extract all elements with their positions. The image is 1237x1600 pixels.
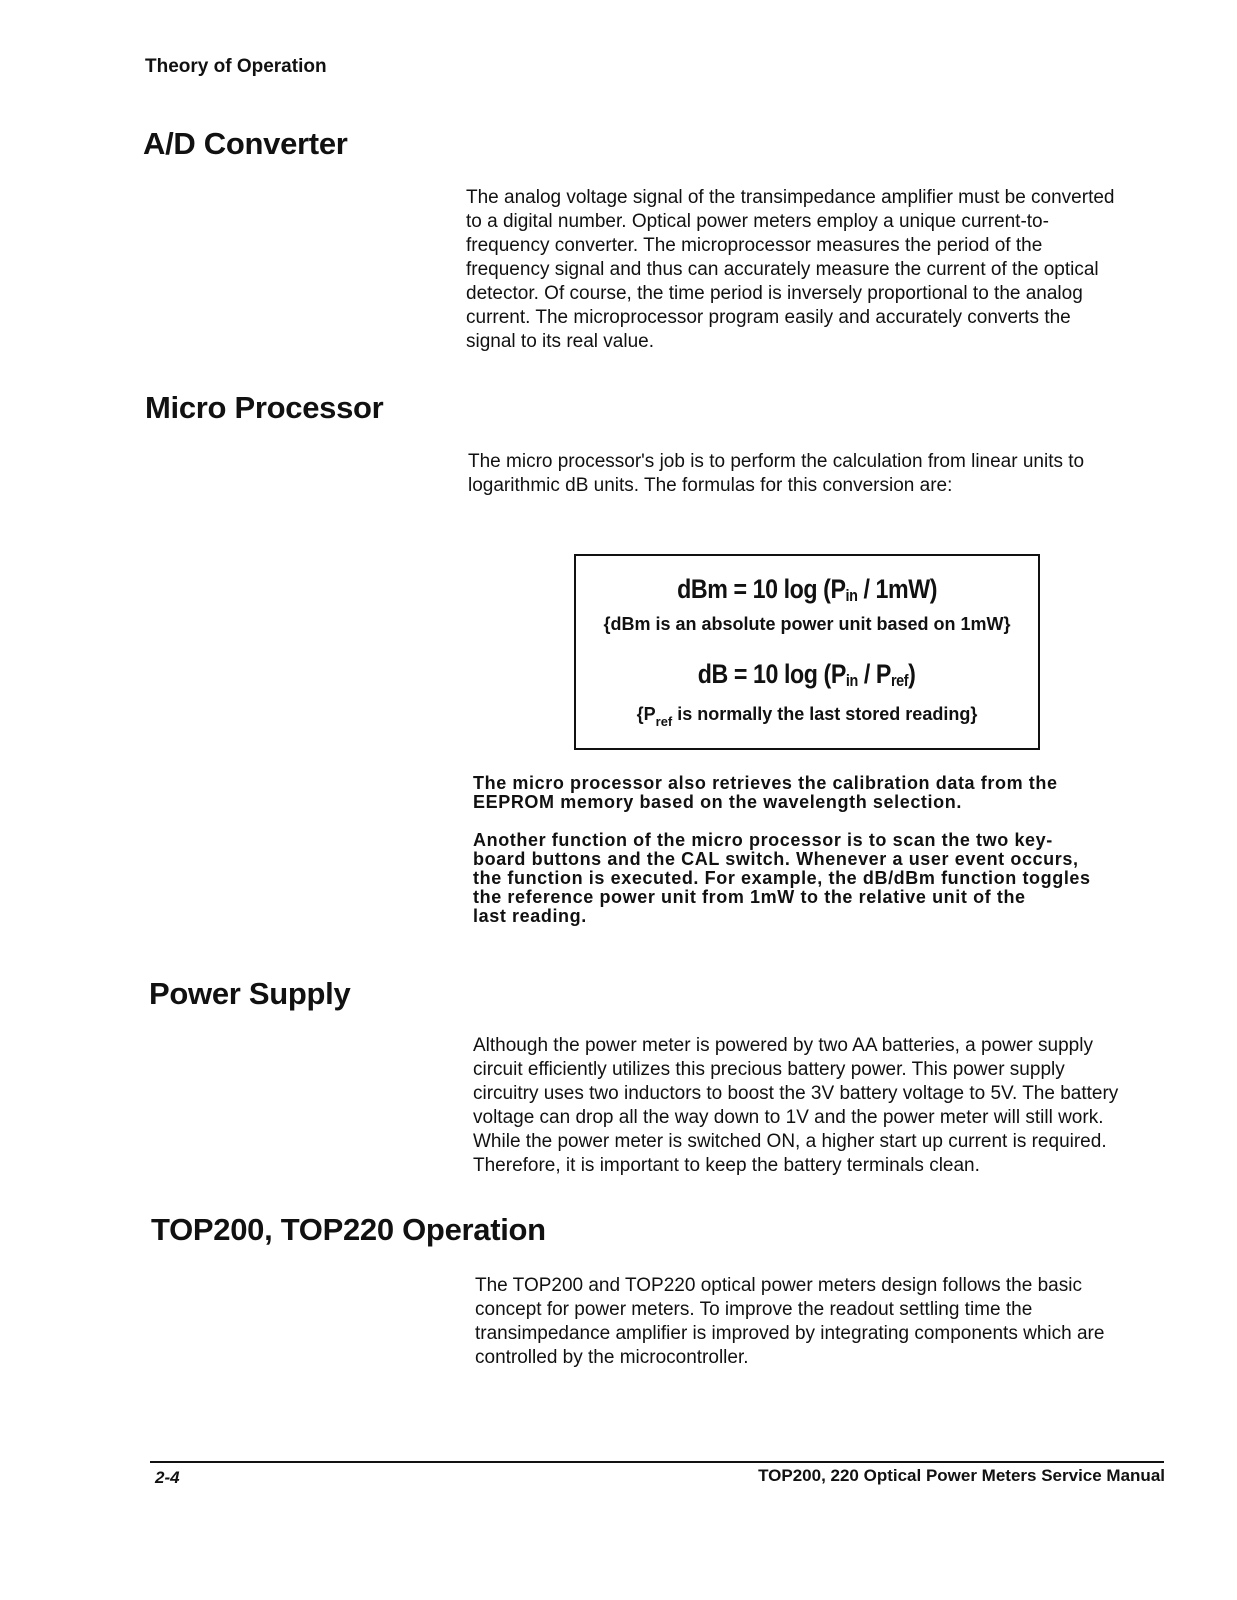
power-supply-paragraph xyxy=(473,1034,1118,1178)
text-line: circuit efficiently utilizes this precious battery power. This power supply xyxy=(473,1059,1065,1080)
text-line: circuitry uses two inductors to boost the 3V battery voltage to 5V. The battery xyxy=(473,1083,1119,1104)
ad-converter-paragraph xyxy=(466,186,1115,354)
heading-top200-top220-operation: TOP200, TOP220 Operation xyxy=(151,1212,546,1247)
running-head: Theory of Operation xyxy=(145,56,327,77)
text-line: current. The microprocessor program easily and accurately converts the xyxy=(466,307,1071,328)
text-line: detector. Of course, the time period is inversely proportional to the analog xyxy=(466,283,1083,304)
text-line: voltage can drop all the way down to 1V and the power meter will still work. xyxy=(473,1107,1104,1128)
text-line: the reference power unit from 1mW to the relative unit of the xyxy=(473,887,1026,907)
text-line: The micro processor also retrieves the calibration data from the xyxy=(473,773,1058,793)
text-line: Therefore, it is important to keep the battery terminals clean. xyxy=(473,1155,980,1176)
text-line: controlled by the microcontroller. xyxy=(475,1347,749,1368)
text-line: The analog voltage signal of the transimpedance amplifier must be converted xyxy=(466,187,1115,208)
text-line: board buttons and the CAL switch. Whenever a user event occurs, xyxy=(473,849,1079,869)
text-line: Another function of the micro processor is to scan the two key- xyxy=(473,830,1053,850)
heading-power-supply: Power Supply xyxy=(149,976,351,1011)
footer-title: TOP200, 220 Optical Power Meters Service Manual xyxy=(758,1466,1165,1485)
micro-processor-paragraph xyxy=(468,450,1084,498)
formula-db-note: {$P_{ref}$ is normally the last stored reading} xyxy=(636,704,978,729)
text-line: logarithmic dB units. The formulas for this conversion are: xyxy=(468,475,953,496)
micro-processor-paragraph-3 xyxy=(473,831,1091,926)
text-line: While the power meter is switched ON, a higher start up current is required. xyxy=(473,1131,1107,1152)
top-operation-paragraph xyxy=(475,1274,1104,1370)
text-line: The micro processor's job is to perform the calculation from linear units to xyxy=(468,451,1085,472)
heading-micro-processor: Micro Processor xyxy=(145,390,384,425)
text-line: The TOP200 and TOP220 optical power meters design follows the basic xyxy=(475,1275,1082,1296)
text-line: Although the power meter is powered by two AA batteries, a power supply xyxy=(473,1035,1093,1056)
text-line: to a digital number. Optical power meters employ a unique current-to- xyxy=(466,211,1049,232)
text-line: transimpedance amplifier is improved by integrating components which are xyxy=(475,1323,1105,1344)
text-line: signal to its real value. xyxy=(466,331,654,352)
page-number: 2-4 xyxy=(155,1468,180,1487)
formula-box xyxy=(574,554,1040,750)
formula-db: dB = 10 log (Pin / Pref) xyxy=(698,659,916,690)
text-line: frequency converter. The microprocessor measures the period of the xyxy=(466,235,1043,256)
heading-ad-converter: A/D Converter xyxy=(143,126,348,161)
text-line: last reading. xyxy=(473,906,587,926)
formula-dbm: dBm = 10 log (Pin / 1mW) xyxy=(677,574,937,605)
text-line: the function is executed. For example, the dB/dBm function toggles xyxy=(473,868,1091,888)
micro-processor-paragraph-2 xyxy=(473,774,1058,812)
formula-dbm-note: {dBm is an absolute power unit based on 1mW} xyxy=(603,614,1011,634)
footer-rule xyxy=(150,1461,1164,1463)
text-line: EEPROM memory based on the wavelength selection. xyxy=(473,792,962,812)
text-line: concept for power meters. To improve the readout settling time the xyxy=(475,1299,1033,1320)
text-line: frequency signal and thus can accurately measure the current of the optical xyxy=(466,259,1099,280)
